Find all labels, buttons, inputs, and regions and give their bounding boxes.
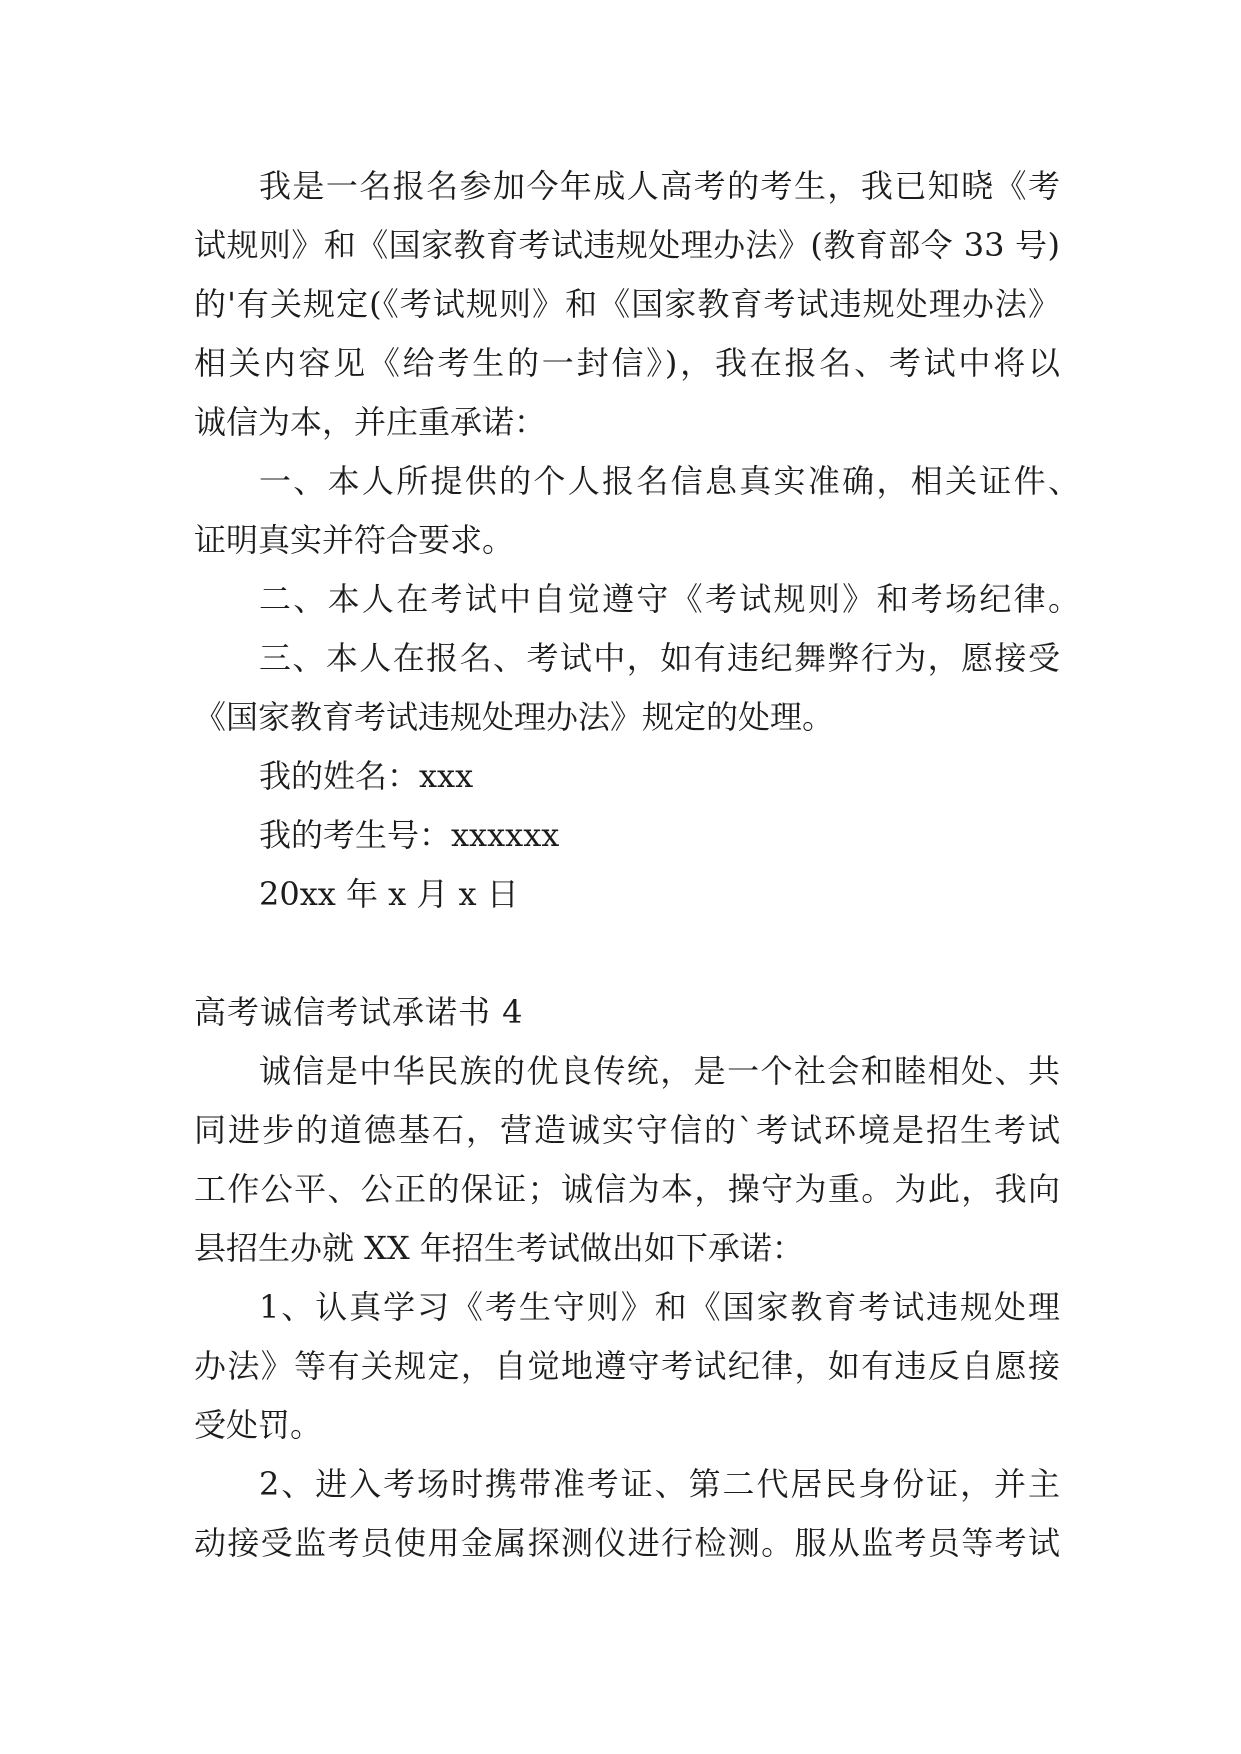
text-line: 工作公平、公正的保证；诚信为本，操守为重。为此，我向 <box>194 1170 1060 1208</box>
text-line: 相关内容见《给考生的一封信》)，我在报名、考试中将以 <box>194 344 1060 382</box>
paragraph-pledge-intro <box>194 157 1060 452</box>
text-line: 我是一名报名参加今年成人高考的考生，我已知晓《考 <box>259 167 1060 205</box>
text-line: 试规则》和《国家教育考试违规处理办法》(教育部令 33 号) <box>194 226 1060 264</box>
text-line: 办法》等有关规定，自觉地遵守考试纪律，如有违反自愿接 <box>194 1347 1060 1385</box>
paragraph-item-1 <box>194 452 1080 570</box>
candidate-number-line: 我的考生号：xxxxxx <box>259 816 560 854</box>
text-line: 诚信为本，并庄重承诺： <box>194 403 547 441</box>
date-line: 20xx 年 x 月 x 日 <box>259 875 519 913</box>
text-line: 诚信是中华民族的优良传统，是一个社会和睦相处、共 <box>259 1052 1060 1090</box>
paragraph-name <box>194 747 1060 806</box>
text-line: 2、进入考场时携带准考证、第二代居民身份证，并主 <box>259 1465 1060 1503</box>
section-1 <box>194 157 1080 924</box>
text-line: 一、本人所提供的个人报名信息真实准确，相关证件、 <box>259 462 1080 500</box>
paragraph-item-3 <box>194 629 1060 747</box>
text-line: 二、本人在考试中自觉遵守《考试规则》和考场纪律。 <box>259 580 1080 618</box>
paragraph-item-1 <box>194 1278 1060 1455</box>
text-line: 县招生办就 XX 年招生考试做出如下承诺： <box>194 1229 804 1267</box>
section-2 <box>194 1042 1060 1573</box>
document-body <box>194 157 1080 1573</box>
text-line: 受处罚。 <box>194 1406 323 1444</box>
paragraph-item-2 <box>194 570 1080 629</box>
text-line: 1、认真学习《考生守则》和《国家教育考试违规处理 <box>259 1288 1060 1326</box>
paragraph-intro <box>194 1042 1060 1278</box>
section-title: 高考诚信考试承诺书 4 <box>194 993 524 1031</box>
text-line: 三、本人在报名、考试中，如有违纪舞弊行为，愿接受 <box>259 639 1060 677</box>
text-line: 《国家教育考试违规处理办法》规定的处理。 <box>194 698 835 736</box>
paragraph-item-2 <box>194 1455 1060 1573</box>
candidate-name-line: 我的姓名：xxx <box>259 757 474 795</box>
paragraph-date <box>194 865 1060 924</box>
blank-line <box>194 924 1060 983</box>
paragraph-exam-number <box>194 806 1060 865</box>
text-line: 动接受监考员使用金属探测仪进行检测。服从监考员等考试 <box>194 1524 1060 1562</box>
text-line: 证明真实并符合要求。 <box>194 521 515 559</box>
text-line: 同进步的道德基石，营造诚实守信的`考试环境是招生考试 <box>194 1111 1060 1149</box>
text-line: 的'有关规定(《考试规则》和《国家教育考试违规处理办法》 <box>194 285 1060 323</box>
